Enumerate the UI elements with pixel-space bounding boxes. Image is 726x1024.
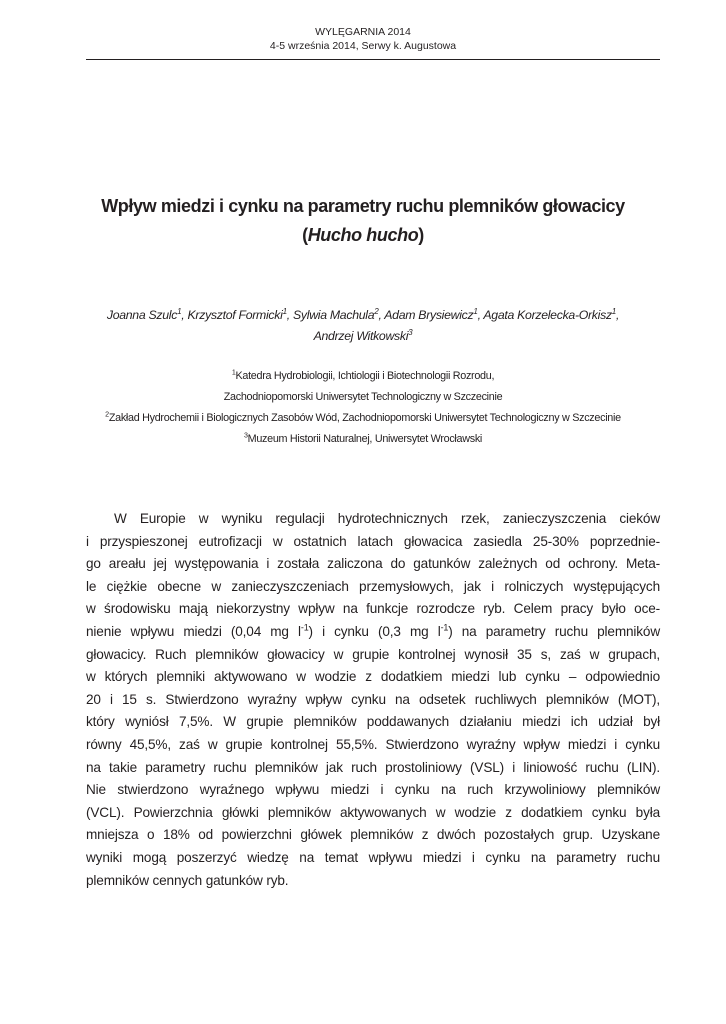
abstract-line: głowacicy. Ruch plemników głowacicy w grupie kontrolnej wynosił 35 s, zaś w grupach,	[86, 646, 660, 662]
affiliation: $^2$Zakład Hydrochemii i Biologicznych Zasobów Wód, Zachodniopomorski Uniwersytet Technologiczny w Szczecinie	[105, 410, 621, 424]
abstract-line: Nie stwierdzono wyraźnego wpływu miedzi i cynku na ruch krzywoliniowy plemników	[86, 782, 660, 798]
author: Krzysztof Formicki$^1$,	[187, 306, 294, 322]
abstract-line: nienie wpływu miedzi (0,04 mg $l^{-1}$) i cynku (0,3 mg $l^{-1}$) na parametry ruchu plemników	[86, 622, 660, 639]
paper-title	[60, 192, 666, 250]
abstract-line: w środowisku mają niekorzystny wpływ na funkcje rozrodcze ryb. Celem pracy było oce-	[86, 601, 660, 617]
abstract-line: plemników cennych gatunków ryb.	[86, 872, 289, 888]
author: Agata Korzelecka-Orkisz$^1$,	[483, 306, 620, 322]
author: Andrzej Witkowski$^3$	[313, 327, 413, 343]
title-close-paren: )	[418, 225, 424, 245]
title-line: Wpływ miedzi i cynku na parametry ruchu plemników głowacicy	[101, 196, 625, 216]
author: Adam Brysiewicz$^1$,	[384, 306, 484, 322]
affiliation: $^1$Katedra Hydrobiologii, Ichtiologii i Biotechnologii Rozrodu,	[231, 368, 495, 382]
title-open-paren: (	[302, 225, 308, 245]
affiliation: Zachodniopomorski Uniwersytet Technologiczny w Szczecinie	[223, 391, 503, 403]
conference-name: WYLĘGARNIA 2014	[315, 26, 411, 38]
abstract-line: który wyniósł 7,5%. W grupie plemników poddawanych działaniu miedzi ich udział był	[86, 714, 660, 730]
author-list	[60, 305, 666, 347]
abstract-line: w których plemniki aktywowano w wodzie z dodatkiem miedzi lub cynku – odpowiednio	[86, 669, 660, 685]
running-header	[0, 25, 726, 53]
abstract-line: wyniki mogą poszerzyć wiedzę na temat wpływu miedzi i cynku na parametry ruchu	[86, 849, 660, 865]
conference-date-place: 4-5 września 2014, Serwy k. Augustowa	[269, 40, 457, 52]
author: Joanna Szulc$^1$,	[106, 306, 188, 322]
abstract-line: go areału jej występowania i została zaliczona do gatunków zależnych od ochrony. Meta-	[86, 556, 660, 572]
affiliation-list	[60, 366, 666, 450]
affiliation: $^3$Muzeum Historii Naturalnej, Uniwersytet Wrocławski	[243, 431, 483, 445]
abstract-line: równy 45,5%, zaś w grupie kontrolnej 55,5%. Stwierdzono wyraźny wpływ miedzi i cynku	[86, 736, 660, 752]
title-species: Hucho hucho	[307, 225, 419, 245]
header-divider	[86, 59, 660, 60]
abstract-line: le ciężkie obecne w zanieczyszczeniach przemysłowych, jak i rolniczych występujących	[86, 578, 660, 594]
abstract-line: i przyspieszonej eutrofizacji w ostatnich latach głowacica zasiedla 25-30% poprzednie-	[86, 533, 660, 549]
abstract-line: (VCL). Powierzchnia główki plemników aktywowanych w wodzie z dodatkiem cynku była	[86, 804, 660, 820]
abstract-line: 20 i 15 s. Stwierdzono wyraźny wpływ cynku na odsetek ruchliwych plemników (MOT),	[86, 691, 660, 707]
abstract-line: na takie parametry ruchu plemników jak ruch prostoliniowy (VSL) i liniowość ruchu (LIN).	[86, 759, 660, 775]
abstract-paragraph	[86, 508, 660, 892]
abstract-line: mniejsza o 18% od powierzchni główek plemników z dwóch pozostałych grup. Uzyskane	[86, 827, 660, 843]
author: Sylwia Machula$^2$,	[293, 306, 385, 322]
abstract-line: W Europie w wyniku regulacji hydrotechnicznych rzek, zanieczyszczenia cieków	[114, 511, 660, 526]
